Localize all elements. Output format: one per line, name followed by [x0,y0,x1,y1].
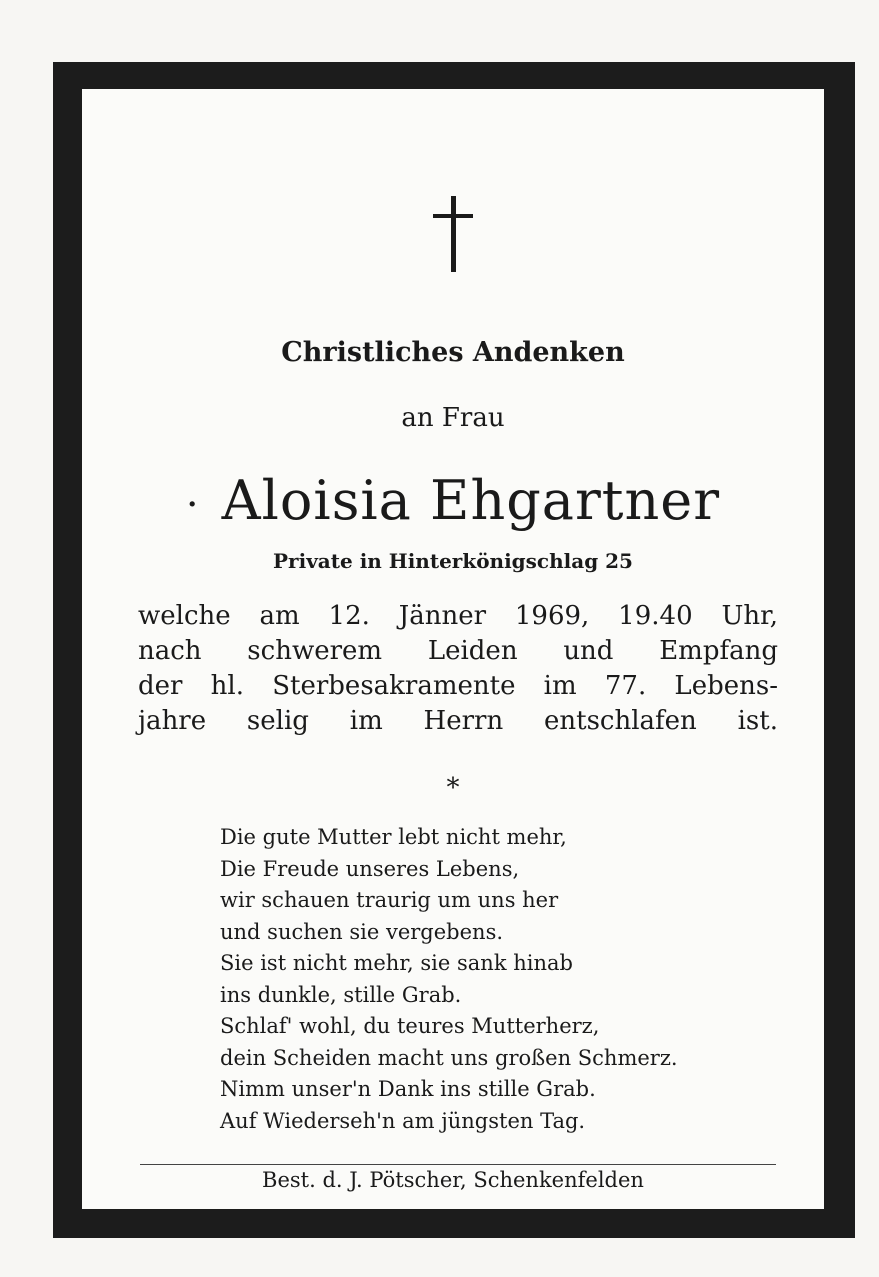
deceased-name-line [82,469,824,532]
dedication-text: an Frau [401,403,505,433]
card-body [82,89,824,1209]
card-heading: Christliches Andenken [281,337,625,368]
deceased-name: Aloisia Ehgartner [221,469,721,532]
cross-icon [433,196,473,272]
poem-line: wir schauen traurig um uns her [220,888,559,912]
poem-line: Schlaf' wohl, du teures Mutterherz, [220,1014,600,1038]
poem-line: Die gute Mutter lebt nicht mehr, [220,825,567,849]
name-dot: · [185,482,200,528]
poem-line: Nimm unser'n Dank ins stille Grab. [220,1077,596,1101]
printer-credit: Best. d. J. Pötscher, Schenkenfelden [262,1168,644,1192]
memorial-poem [220,822,800,1137]
announcement-line: nach schwerem Leiden und Empfang [138,636,778,666]
poem-line: Sie ist nicht mehr, sie sank hinab [220,951,573,975]
mourning-card [53,62,855,1238]
poem-line: und suchen sie vergebens. [220,919,504,944]
announcement-line: welche am 12. Jänner 1969, 19.40 Uhr, [138,601,778,631]
poem-line: ins dunkle, stille Grab. [220,982,462,1007]
announcement-line: jahre selig im Herrn entschlafen ist. [138,706,778,736]
residence-text: Private in Hinterkönigschlag 25 [273,549,633,573]
divider-line [140,1164,776,1165]
poem-line: dein Scheiden macht uns großen Schmerz. [220,1045,678,1070]
asterisk-separator: * [446,773,460,803]
announcement-line: der hl. Sterbesakramente im 77. Lebens- [138,671,778,701]
death-announcement [138,599,778,739]
poem-line: Auf Wiederseh'n am jüngsten Tag. [220,1108,586,1133]
poem-line: Die Freude unseres Lebens, [220,856,520,881]
